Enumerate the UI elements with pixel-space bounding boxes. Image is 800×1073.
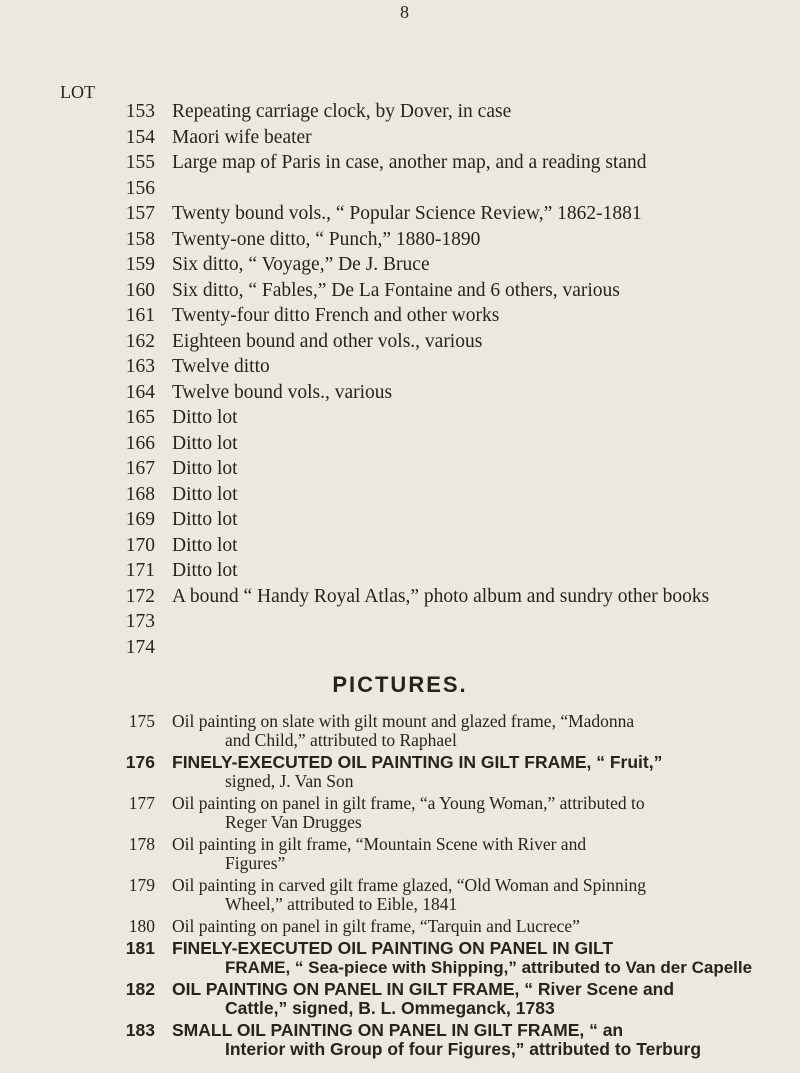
lot-description-continued: FRAME, “ Sea-piece with Shipping,” attributed to Van der Capelle bbox=[225, 958, 753, 977]
lot-description: Oil painting in carved gilt frame glazed, “Old Woman and Spinning bbox=[172, 875, 647, 895]
lot-number: 181 bbox=[125, 938, 155, 958]
lot-number: 176 bbox=[125, 752, 155, 772]
lot-number: 156 bbox=[125, 177, 155, 199]
lot-description: Ditto lot bbox=[172, 407, 238, 428]
lot-number: 177 bbox=[128, 793, 155, 813]
lot-description: Oil painting in gilt frame, “Mountain Scene with River and bbox=[172, 834, 587, 854]
lot-description-continued: signed, J. Van Son bbox=[225, 771, 354, 791]
lot-description-continued: Reger Van Drugges bbox=[225, 812, 362, 832]
lot-number: 170 bbox=[125, 534, 155, 556]
lot-description: Six ditto, “ Fables,” De La Fontaine and 6 others, various bbox=[172, 279, 620, 301]
lot-number: 167 bbox=[125, 458, 155, 479]
lot-number: 165 bbox=[125, 407, 155, 428]
lot-description-continued: Interior with Group of four Figures,” attributed to Terburg bbox=[225, 1039, 702, 1059]
lot-description: Ditto lot bbox=[172, 534, 238, 556]
lot-number: 155 bbox=[125, 152, 155, 173]
lot-description: Maori wife beater bbox=[172, 126, 312, 148]
lot-description: Ditto lot bbox=[172, 458, 238, 479]
lot-number: 160 bbox=[125, 279, 155, 301]
lot-number: 175 bbox=[128, 711, 155, 731]
lot-number: 158 bbox=[125, 228, 155, 250]
lot-number: 171 bbox=[125, 560, 155, 581]
lot-description: Large map of Paris in case, another map, and a reading stand bbox=[172, 152, 647, 173]
lot-description: Eighteen bound and other vols., various bbox=[172, 330, 483, 352]
lot-number: 174 bbox=[125, 636, 155, 658]
lot-description: OIL PAINTING ON PANEL IN GILT FRAME, “ River Scene and bbox=[172, 979, 675, 999]
lot-number: 172 bbox=[125, 585, 155, 607]
lot-description-continued: Cattle,” signed, B. L. Ommeganck, 1783 bbox=[225, 998, 555, 1018]
lot-number: 153 bbox=[125, 101, 155, 122]
lot-description: Twenty-one ditto, “ Punch,” 1880-1890 bbox=[172, 228, 481, 250]
lot-description: Ditto lot bbox=[172, 560, 238, 581]
lot-number: 166 bbox=[125, 432, 155, 454]
lot-description: FINELY-EXECUTED OIL PAINTING ON PANEL IN GILT bbox=[172, 938, 614, 958]
lot-number: 161 bbox=[125, 305, 155, 326]
lot-column-heading: LOT bbox=[60, 82, 95, 102]
lot-number: 178 bbox=[128, 834, 155, 854]
lot-description: Twelve ditto bbox=[172, 356, 270, 377]
lot-number: 162 bbox=[125, 330, 155, 352]
lot-description: Twenty bound vols., “ Popular Science Review,” 1862-1881 bbox=[172, 203, 642, 224]
lot-description: Ditto lot bbox=[172, 509, 238, 530]
lot-description: SMALL OIL PAINTING ON PANEL IN GILT FRAME, “ an bbox=[172, 1020, 624, 1040]
lot-description: FINELY-EXECUTED OIL PAINTING IN GILT FRAME, “ Fruit,” bbox=[172, 752, 663, 772]
lot-description: Oil painting on panel in gilt frame, “a Young Woman,” attributed to bbox=[172, 793, 645, 813]
lot-description: Twelve bound vols., various bbox=[172, 381, 393, 403]
lot-description-continued: and Child,” attributed to Raphael bbox=[225, 730, 457, 750]
lot-description: A bound “ Handy Royal Atlas,” photo album and sundry other books bbox=[172, 585, 710, 607]
lot-number: 183 bbox=[125, 1020, 155, 1040]
page-number: 8 bbox=[400, 2, 409, 22]
lot-description: Oil painting on panel in gilt frame, “Tarquin and Lucrece” bbox=[172, 916, 580, 936]
lot-description-continued: Wheel,” attributed to Eible, 1841 bbox=[225, 894, 458, 914]
lot-description: Six ditto, “ Voyage,” De J. Bruce bbox=[172, 254, 430, 275]
lot-number: 179 bbox=[128, 875, 155, 895]
lot-number: 164 bbox=[125, 381, 155, 403]
lot-number: 154 bbox=[125, 126, 155, 148]
lot-number: 159 bbox=[125, 254, 155, 275]
lot-description-continued: Figures” bbox=[225, 853, 286, 873]
section-heading: PICTURES. bbox=[332, 672, 468, 697]
lot-description: Repeating carriage clock, by Dover, in case bbox=[172, 101, 512, 122]
lot-number: 168 bbox=[125, 483, 155, 505]
lot-number: 157 bbox=[125, 203, 155, 224]
lot-description: Ditto lot bbox=[172, 483, 238, 505]
lot-number: 169 bbox=[125, 509, 155, 530]
lot-number: 163 bbox=[125, 356, 155, 377]
lot-number: 173 bbox=[125, 611, 155, 632]
lot-description: Twenty-four ditto French and other works bbox=[172, 305, 500, 326]
lot-number: 180 bbox=[128, 916, 155, 936]
lot-description: Oil painting on slate with gilt mount and glazed frame, “Madonna bbox=[172, 711, 635, 731]
lot-description: Ditto lot bbox=[172, 432, 238, 454]
lot-number: 182 bbox=[125, 979, 155, 999]
